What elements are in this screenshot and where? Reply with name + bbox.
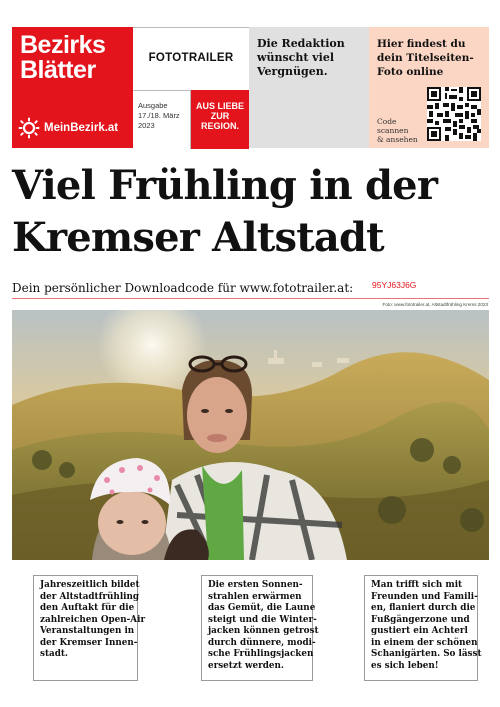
box-line: Schanigärten. So lässt [371, 649, 482, 659]
box-line: Fußgängerzone und [371, 614, 470, 625]
brand-line-2: Blätter [20, 56, 96, 84]
redaktion-line-3: Vergnügen. [257, 65, 328, 78]
scan-line-1: Code [377, 117, 397, 126]
brand-name [20, 33, 105, 83]
scan-line-3: & ansehen [377, 135, 418, 144]
region-line-2: ZUR [210, 111, 230, 121]
scan-instruction [377, 117, 418, 144]
titelseiten-panel [369, 27, 489, 148]
meinbezirk-sun-icon [18, 117, 40, 139]
box-line: der Kremser Innen- [40, 637, 138, 648]
titelseiten-text [377, 37, 481, 79]
qr-code-icon[interactable] [427, 87, 481, 141]
headline-line-1: Viel Frühling in der [12, 162, 438, 209]
box-line: stadt. [40, 649, 68, 659]
box-line: gustiert ein Achterl [371, 626, 468, 636]
page-headline [12, 160, 492, 264]
box-line: Jahreszeitlich bildet [40, 580, 140, 590]
photo-credit: Foto: www.fototrailer.at, Altstadtfrühling Krems 2023 [382, 302, 488, 307]
box-line: das Gemüt, die Laune [208, 603, 316, 613]
meinbezirk-brand [18, 117, 118, 139]
fototrailer-label: FOTOTRAILER [148, 52, 234, 64]
redaktion-line-1: Die Redaktion [257, 37, 345, 50]
divider [12, 298, 489, 299]
bezirksblaetter-logo [12, 27, 133, 148]
box-line: Man trifft sich mit [371, 580, 463, 590]
box-line: Freunden und Famili- [371, 591, 478, 602]
redaktion-line-2: wünscht viel [257, 51, 335, 64]
region-slogan [191, 90, 249, 149]
issue-label: Ausgabe [138, 101, 168, 110]
box-line: strahlen erwärmen [208, 591, 302, 602]
box-line: durch dünnere, modi- [208, 637, 316, 648]
info-box-1 [33, 575, 146, 681]
box-line: Die ersten Sonnen- [208, 580, 303, 590]
headline-line-2: Kremser Altstadt [12, 214, 384, 261]
info-box-3 [364, 575, 482, 681]
redaktion-panel [249, 27, 369, 148]
download-code-label: Dein persönlicher Downloadcode für www.fototrailer.at: [12, 281, 354, 295]
region-line-1: AUS LIEBE [195, 101, 244, 111]
box-line: den Auftakt für die [40, 603, 135, 613]
brand-line-1: Bezirks [20, 31, 106, 59]
cover-photo [12, 310, 489, 560]
box-line: sche Frühlingsjacken [208, 649, 314, 659]
issue-year: 2023 [138, 121, 155, 130]
box-line: ersetzt werden. [208, 660, 284, 671]
issue-info [133, 90, 191, 149]
box-line: in einem der schönen [371, 637, 478, 648]
titel-line-1: Hier findest du [377, 38, 466, 50]
scan-line-2: scannen [377, 126, 409, 135]
box-line: en, flaniert durch die [371, 603, 476, 613]
box-line: zahlreichen Open-Air [40, 614, 146, 625]
box-line: steigt und die Winter- [208, 614, 317, 625]
box-line: Veranstaltungen in [40, 626, 135, 636]
box-line: jacken können getrost [208, 626, 319, 636]
meinbezirk-text: MeinBezirk.at [44, 122, 119, 134]
box-line: es sich leben! [371, 660, 439, 671]
titel-line-2: dein Titelseiten- [377, 52, 474, 64]
fototrailer-panel [133, 27, 249, 148]
info-box-2 [201, 575, 319, 681]
download-code-value[interactable]: 95YJ63J6G [372, 280, 417, 290]
region-line-3: REGION. [200, 121, 239, 131]
box-line: der Altstadtfrühling [40, 591, 140, 602]
titel-line-3: Foto online [377, 66, 444, 78]
issue-date: 17./18. März [138, 111, 180, 120]
